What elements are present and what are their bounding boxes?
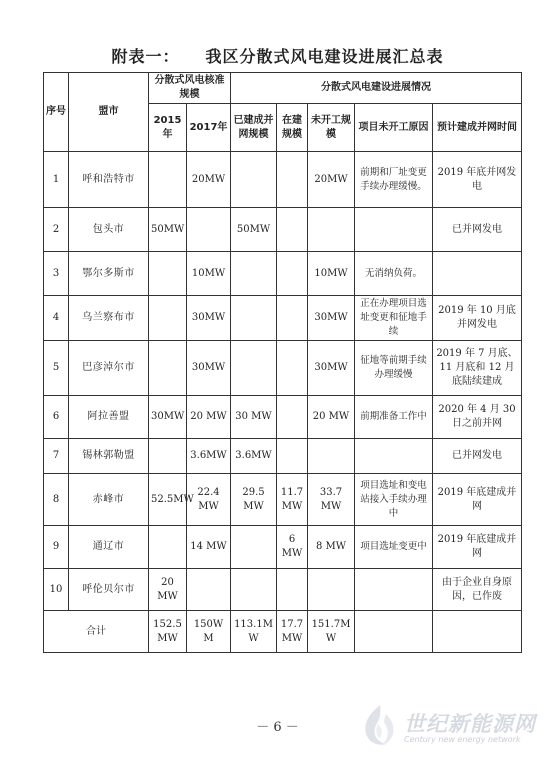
table-row	[44, 396, 522, 439]
table-row	[44, 208, 522, 252]
cell-total-2017: 150W M	[187, 611, 231, 653]
cell-under-construction	[277, 208, 308, 252]
cell-city: 巴彦淖尔市	[69, 341, 149, 396]
cell-under-construction	[277, 152, 308, 208]
header-approved-group: 分散式风电核准规模	[149, 73, 231, 104]
cell-reason: 无消纳负荷。	[355, 252, 433, 296]
cell-2017: 30MW	[187, 296, 231, 341]
cell-city: 鄂尔多斯市	[69, 252, 149, 296]
table-body	[44, 152, 522, 653]
watermark-text: 世纪新能源网	[404, 712, 536, 736]
cell-expected-time: 已并网发电	[433, 208, 522, 252]
cell-not-started: 30MW	[308, 296, 355, 341]
header-grid-connected: 已建成并网规模	[231, 104, 277, 152]
cell-city: 包头市	[69, 208, 149, 252]
header-city: 盟市	[69, 73, 149, 152]
cell-grid-connected	[231, 569, 277, 611]
cell-under-construction	[277, 341, 308, 396]
cell-index: 7	[44, 439, 69, 474]
cell-2017: 22.4 MW	[187, 474, 231, 526]
cell-under-construction	[277, 252, 308, 296]
cell-index: 9	[44, 526, 69, 569]
cell-index: 2	[44, 208, 69, 252]
page-title	[0, 44, 555, 67]
cell-reason	[355, 208, 433, 252]
header-2015: 2015年	[149, 104, 187, 152]
cell-city: 呼和浩特市	[69, 152, 149, 208]
table-row	[44, 474, 522, 526]
header-reason: 项目未开工原因	[355, 104, 433, 152]
cell-2015	[149, 152, 187, 208]
cell-expected-time	[433, 252, 522, 296]
cell-index: 3	[44, 252, 69, 296]
cell-under-construction: 6 MW	[277, 526, 308, 569]
cell-reason	[355, 439, 433, 474]
cell-grid-connected	[231, 252, 277, 296]
cell-index: 1	[44, 152, 69, 208]
table-row	[44, 252, 522, 296]
cell-index: 6	[44, 396, 69, 439]
cell-expected-time: 2019 年底并网发电	[433, 152, 522, 208]
cell-index: 4	[44, 296, 69, 341]
cell-under-construction	[277, 439, 308, 474]
cell-2017: 20 MW	[187, 396, 231, 439]
table-row	[44, 569, 522, 611]
cell-2017	[187, 569, 231, 611]
cell-under-construction	[277, 569, 308, 611]
cell-city: 通辽市	[69, 526, 149, 569]
watermark-subtext: Century new energy network	[404, 735, 521, 744]
cell-not-started	[308, 208, 355, 252]
cell-2015: 52.5MW	[149, 474, 187, 526]
cell-2015: 50MW	[149, 208, 187, 252]
title-main: 我区分散式风电建设进展汇总表	[205, 47, 444, 66]
cell-reason: 前期准备工作中	[355, 396, 433, 439]
cell-grid-connected: 3.6MW	[231, 439, 277, 474]
cell-expected-time: 2019 年底建成并网	[433, 526, 522, 569]
cell-2017: 10MW	[187, 252, 231, 296]
cell-grid-connected	[231, 296, 277, 341]
cell-2015: 20 MW	[149, 569, 187, 611]
cell-under-construction: 11.7 MW	[277, 474, 308, 526]
cell-grid-connected	[231, 152, 277, 208]
table-row-total	[44, 611, 522, 653]
cell-2017: 20MW	[187, 152, 231, 208]
cell-not-started: 30MW	[308, 341, 355, 396]
header-not-started: 未开工规模	[308, 104, 355, 152]
cell-city: 呼伦贝尔市	[69, 569, 149, 611]
cell-total-grid: 113.1M W	[231, 611, 277, 653]
header-index: 序号	[44, 73, 69, 152]
table-row	[44, 341, 522, 396]
header-2017: 2017年	[187, 104, 231, 152]
cell-2015	[149, 439, 187, 474]
cell-expected-time: 由于企业自身原因，已作废	[433, 569, 522, 611]
table-row	[44, 296, 522, 341]
cell-expected-time: 2019 年 7 月底、11 月底和 12 月底陆续建成	[433, 341, 522, 396]
cell-not-started: 20MW	[308, 152, 355, 208]
cell-2015	[149, 296, 187, 341]
cell-not-started: 20 MW	[308, 396, 355, 439]
cell-grid-connected: 50MW	[231, 208, 277, 252]
cell-expected-time: 已并网发电	[433, 439, 522, 474]
cell-city: 乌兰察布市	[69, 296, 149, 341]
cell-city: 锡林郭勒盟	[69, 439, 149, 474]
cell-not-started: 10MW	[308, 252, 355, 296]
cell-2015	[149, 526, 187, 569]
cell-index: 10	[44, 569, 69, 611]
cell-under-construction	[277, 396, 308, 439]
page-number: － 6 －	[256, 720, 299, 735]
cell-expected-time: 2019 年底建成并网	[433, 474, 522, 526]
summary-table	[43, 72, 522, 653]
cell-grid-connected	[231, 526, 277, 569]
cell-index: 8	[44, 474, 69, 526]
cell-not-started	[308, 439, 355, 474]
cell-expected-time: 2019 年 10 月底并网发电	[433, 296, 522, 341]
cell-reason: 前期和厂址变更手续办理缓慢。	[355, 152, 433, 208]
cell-total-label: 合计	[44, 611, 149, 653]
cell-not-started: 33.7 MW	[308, 474, 355, 526]
cell-2015: 30MW	[149, 396, 187, 439]
cell-expected-time: 2020 年 4 月 30 日之前并网	[433, 396, 522, 439]
cell-under-construction	[277, 296, 308, 341]
cell-city: 赤峰市	[69, 474, 149, 526]
cell-2015	[149, 252, 187, 296]
cell-reason: 项目选址变更中	[355, 526, 433, 569]
cell-not-started: 8 MW	[308, 526, 355, 569]
cell-grid-connected: 29.5 MW	[231, 474, 277, 526]
cell-2017: 30MW	[187, 341, 231, 396]
title-prefix: 附表一：	[111, 47, 180, 66]
cell-reason	[355, 569, 433, 611]
cell-reason: 项目选址和变电站接入手续办理中	[355, 474, 433, 526]
cell-not-started	[308, 569, 355, 611]
cell-total-reason	[355, 611, 433, 653]
cell-total-building: 17.7 MW	[277, 611, 308, 653]
cell-total-not-started: 151.7M W	[308, 611, 355, 653]
cell-grid-connected	[231, 341, 277, 396]
header-progress-group: 分散式风电建设进展情况	[231, 73, 522, 104]
cell-reason: 征地等前期手续办理缓慢	[355, 341, 433, 396]
header-under-construction: 在建规模	[277, 104, 308, 152]
cell-2017: 14 MW	[187, 526, 231, 569]
cell-total-expected	[433, 611, 522, 653]
cell-2017: 3.6MW	[187, 439, 231, 474]
cell-grid-connected: 30 MW	[231, 396, 277, 439]
cell-2015	[149, 341, 187, 396]
cell-reason: 正在办理项目选址变更和征地手续	[355, 296, 433, 341]
table-row	[44, 526, 522, 569]
table-row	[44, 439, 522, 474]
flame-logo-icon	[358, 702, 402, 748]
table-row	[44, 152, 522, 208]
header-expected-time: 预计建成并网时间	[433, 104, 522, 152]
cell-2017	[187, 208, 231, 252]
cell-total-2015: 152.5 MW	[149, 611, 187, 653]
cell-index: 5	[44, 341, 69, 396]
cell-city: 阿拉善盟	[69, 396, 149, 439]
watermark-logo	[358, 702, 548, 752]
